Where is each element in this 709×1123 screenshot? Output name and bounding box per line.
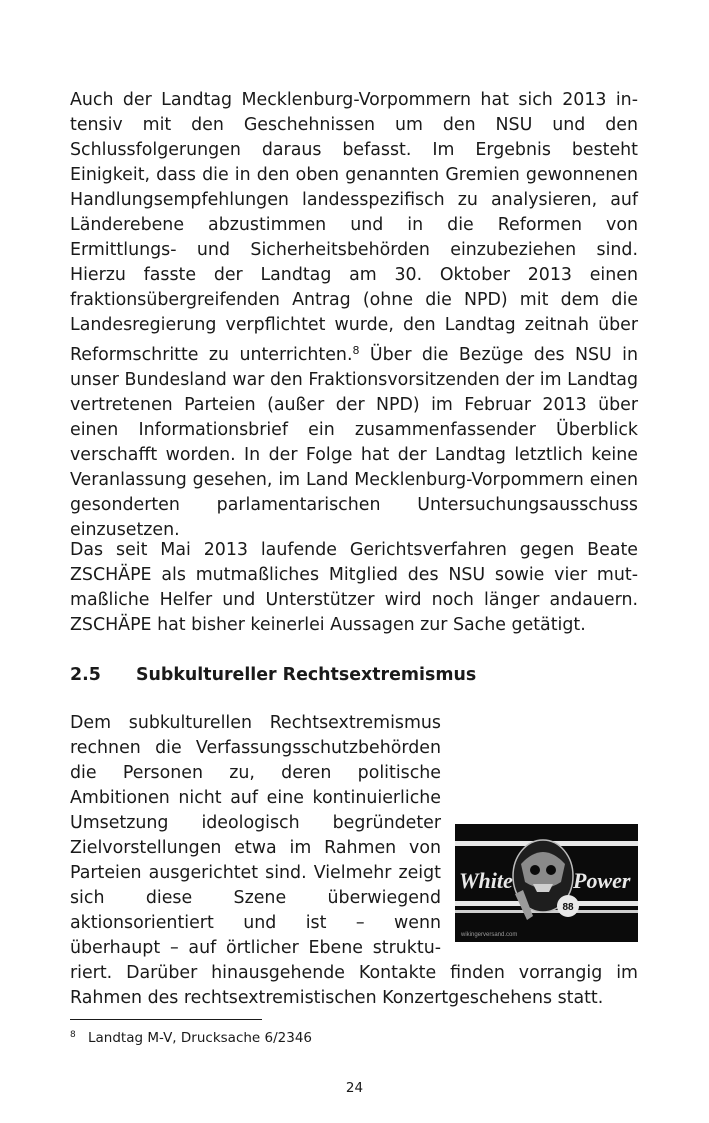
paragraph-text-continued: Über die Bezüge des NSU in unser Bundesland war den Fraktionsvorsitzenden der im Landtag vertretenen Parteien (außer der NPD) im Februar 2013 über einen Informationsbrief ein zusammenfassender Überblick verschafft worden. In der Folge hat der Landtag letztlich keine Veranlassung gesehen, im Land Mecklenburg-Vorpommern einen gesonderten parlamentarischen Untersuchungsausschuss einzusetzen. bbox=[70, 345, 638, 540]
image-caption: wikingerversand.com bbox=[461, 932, 518, 938]
banner-text-right: Power bbox=[573, 868, 631, 893]
paragraph-text: Auch der Landtag Mecklenburg-Vorpommern hat sich 2013 intensiv mit den Geschehnissen um den NSU und den Schlussfolgerungen daraus befasst. Im Ergebnis besteht Einigkeit, dass die in den oben genannten Gremien gewonnenen Handlungsempfehlungen landesspezifisch zu analysieren, auf Länderebene abzustimmen und in die Reformen von Ermittlungs- und Sicherheitsbehörden einzubeziehen sind. Hierzu fasste der Landtag am 30. Oktober 2013 einen fraktionsübergreifenden Antrag (ohne die NPD) mit dem die Landesregierung verpflichtet wurde, den Landtag zeitnah über Reformschritte zu unterrichten. bbox=[70, 90, 638, 365]
paragraph-text: Dem subkulturellen Rechtsextremismus rechnen die Verfassungsschutzbehörden die Personen zu, deren politische Ambitionen nicht auf eine kontinuierliche Umsetzung ideologisch begründeter Zielvorstellungen etwa im Rahmen von Parteien ausgerichtet sind. Vielmehr zeigt sich diese Szene überwiegend aktionsorientiert und ist – wenn überhaupt – auf örtlicher Ebene strukturiert. Darüber hinausgehende Kontakte finden vorrangig im Rahmen des rechtsextremistischen Konzertgeschehens statt. bbox=[70, 713, 638, 1008]
white-power-image bbox=[455, 824, 638, 942]
banner-text-left: White bbox=[459, 868, 513, 893]
badge-88: 88 bbox=[562, 902, 574, 913]
paragraph-text: Das seit Mai 2013 laufende Gerichtsverfahren gegen Beate ZSCHÄPE als mutmaßliches Mitglied des NSU sowie vier mutmaßliche Helfer und Unterstützer wird noch länger andauern. ZSCHÄPE hat bisher keinerlei Aussagen zur Sache getätigt. bbox=[70, 540, 638, 635]
section-heading bbox=[70, 663, 638, 688]
footnote-number: 8 bbox=[70, 1030, 76, 1040]
paragraph-landtag-nsu bbox=[70, 88, 638, 543]
paragraph-subkultur bbox=[70, 711, 638, 1011]
footnote-text: Landtag M-V, Drucksache 6/2346 bbox=[88, 1030, 313, 1046]
footnote bbox=[70, 1026, 312, 1047]
section-title: Subkultureller Rechtsextremismus bbox=[136, 665, 477, 685]
paragraph-gerichtsverfahren bbox=[70, 538, 638, 638]
section-number: 2.5 bbox=[70, 665, 101, 685]
page-number: 24 bbox=[345, 1080, 364, 1096]
footnote-reference[interactable]: 8 bbox=[352, 344, 360, 357]
footnote-divider bbox=[70, 1019, 262, 1020]
white-power-banner-graphic bbox=[455, 824, 638, 942]
